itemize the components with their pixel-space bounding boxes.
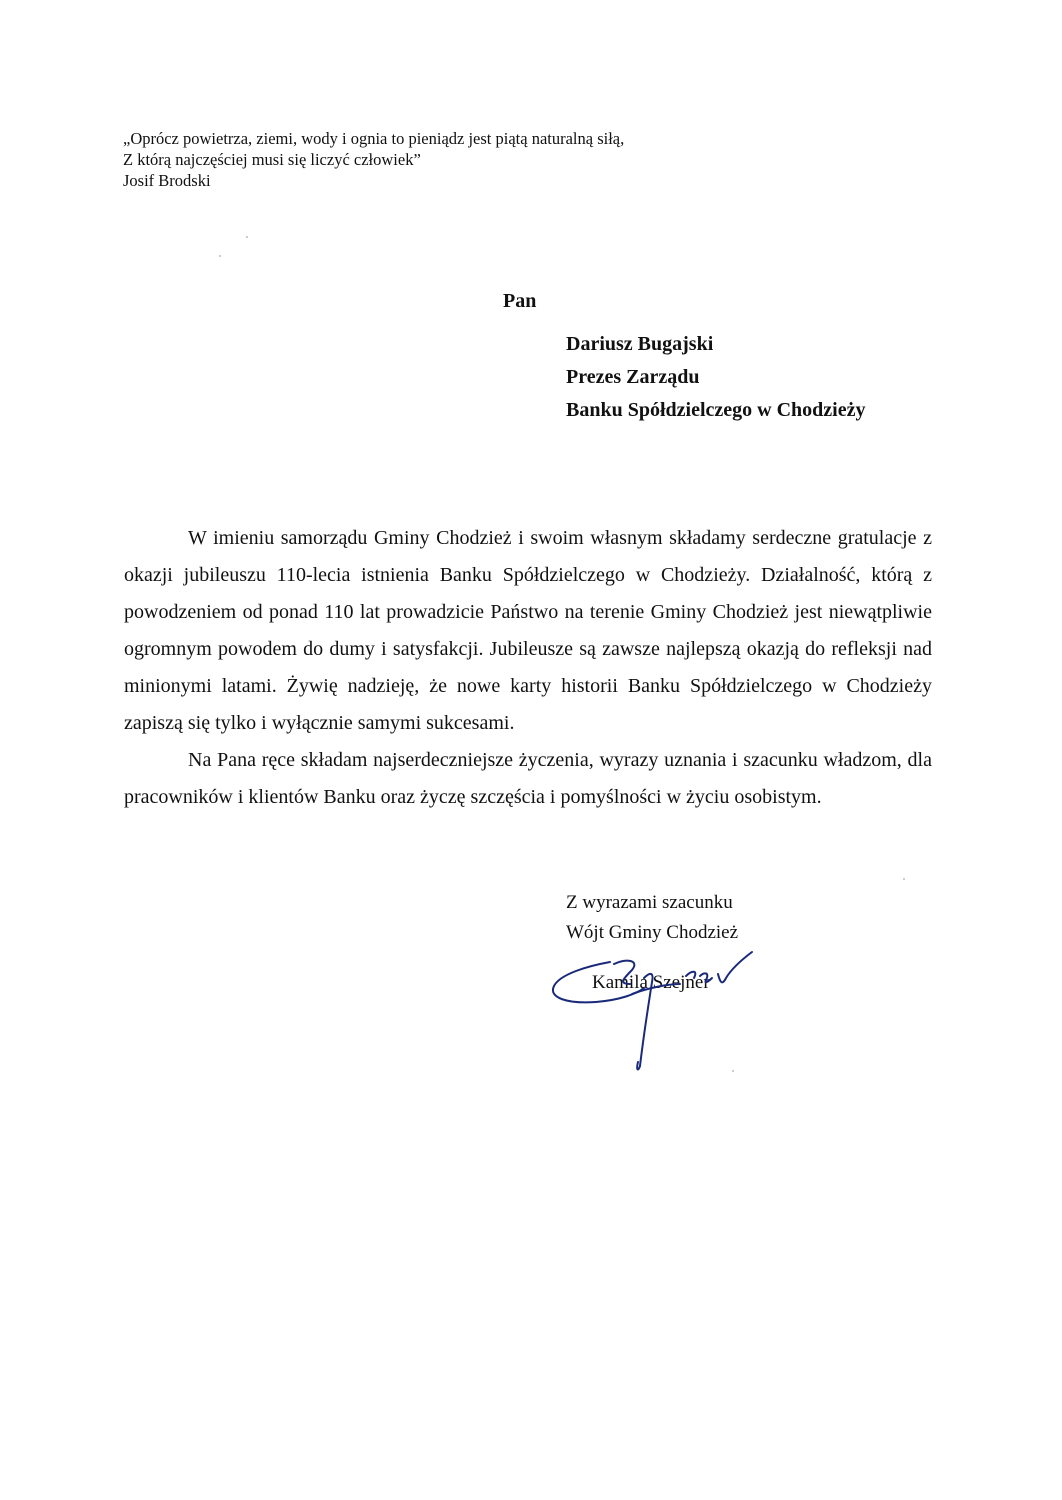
recipient-block [566,328,865,427]
epigraph-author: Josif Brodski [123,171,211,190]
epigraph-line-1: „Oprócz powietrza, ziemi, wody i ognia to pieniądz jest piątą naturalną siłą, [123,129,625,148]
epigraph-quote [123,128,624,191]
signatory-name: Kamila Szejner [592,972,710,993]
epigraph-line-2: Z którą najczęściej musi się liczyć człowiek” [123,150,421,169]
paper-speck [219,255,221,257]
recipient-position: Prezes Zarządu [566,366,700,388]
salutation: Pan [503,290,537,312]
paper-speck [903,878,905,880]
body-paragraph-1: W imieniu samorządu Gminy Chodzież i swoim własnym składamy serdeczne gratulacje z okazji jubileuszu 110-lecia istnienia Banku Spółdzielczego w Chodzieży. Działalność, którą z powodzeniem od ponad 110 lat prowadzicie Państwo na terenie Gminy Chodzież jest niewątpliwie ogromnym powodem do dumy i satysfakcji. Jubileusze są zawsze najlepszą okazją do refleksji nad minionymi latami. Żywię nadzieję, że nowe karty historii Banku Spółdzielczego w Chodzieży zapiszą się tylko i wyłącznie samymi sukcesami. [124,527,932,734]
closing-title: Wójt Gminy Chodzież [566,922,739,943]
recipient-organization: Banku Spółdzielczego w Chodzieży [566,399,866,421]
handwritten-signature [548,948,778,1078]
paper-speck [732,1070,734,1072]
letter-body [124,520,932,816]
closing-greeting: Z wyrazami szacunku [566,892,733,913]
recipient-name: Dariusz Bugajski [566,333,714,355]
body-paragraph-2: Na Pana ręce składam najserdeczniejsze życzenia, wyrazy uznania i szacunku władzom, dla pracowników i klientów Banku oraz życzę szczęścia i pomyślności w życiu osobistym. [124,749,932,808]
paper-speck [246,236,248,238]
